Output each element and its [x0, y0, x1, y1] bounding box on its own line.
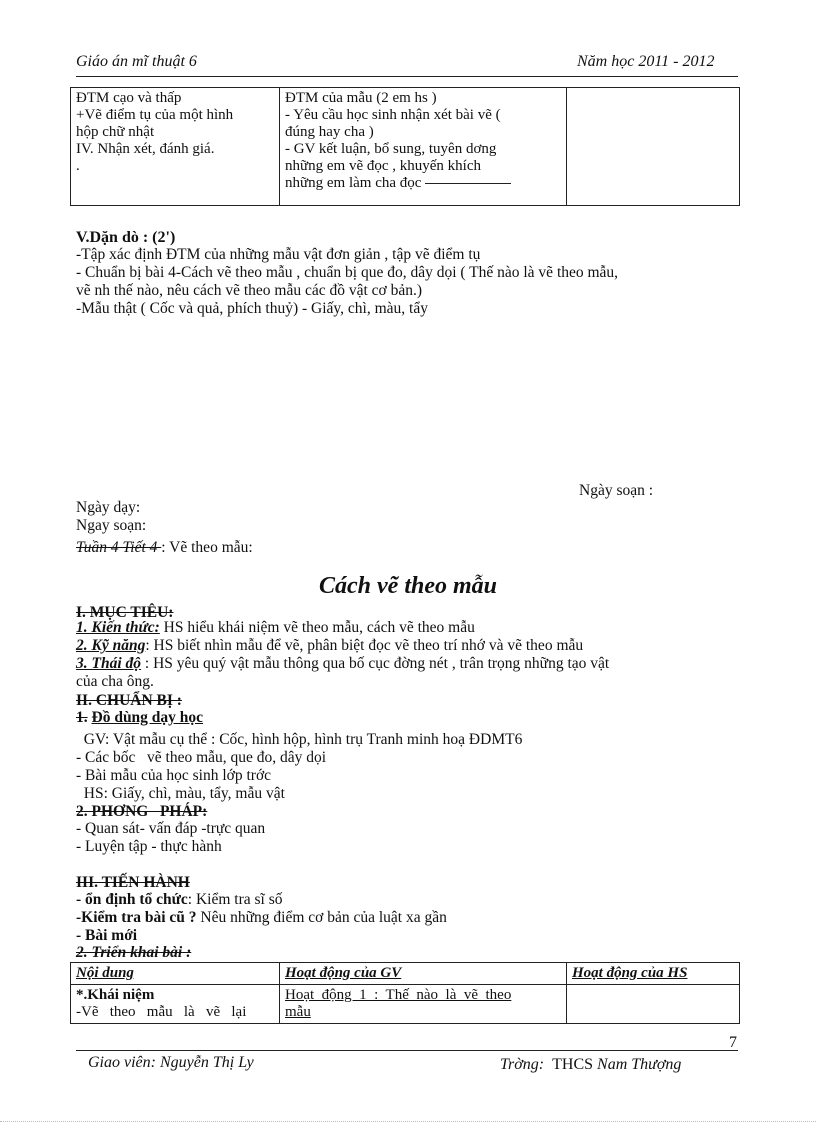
on-dinh-text: : Kiểm tra sĩ số	[187, 891, 283, 908]
ky-nang-label: 2. Kỹ năng	[76, 637, 146, 654]
ngay-soan-right: Ngày soạn :	[579, 482, 654, 499]
school-place: Nam Thượng	[597, 1056, 682, 1073]
kiem-tra-label: -Kiểm tra bài cũ ?	[76, 909, 197, 926]
phuong-phap-line: - Quan sát- vấn đáp -trực quan	[76, 820, 266, 837]
ngay-day: Ngày dạy:	[76, 499, 141, 516]
on-dinh	[76, 891, 283, 909]
tuan-rest: : Vẽ theo mẫu:	[161, 539, 253, 556]
cell-line: đúng hay cha )	[285, 124, 374, 140]
on-dinh-label: - ổn định tổ chức	[76, 891, 188, 908]
ky-nang-text: : HS biết nhìn mẫu để vẽ, phân biệt đọc vẽ theo trí nhớ và vẽ theo mẫu	[145, 637, 584, 654]
cell-line: - Yêu cầu học sinh nhận xét bài vẽ (	[285, 107, 501, 123]
kien-thuc	[76, 619, 475, 637]
blank-line	[425, 183, 511, 184]
footer-teacher	[88, 1054, 254, 1072]
ky-nang	[76, 637, 583, 655]
muc-tieu-heading: I. MỤC TIÊU:	[76, 604, 174, 621]
school-label: Trờng:	[500, 1056, 545, 1073]
top-table-col3	[567, 88, 740, 206]
chuan-bi-line: GV: Vật mẫu cụ thể : Cốc, hình hộp, hình trụ Tranh minh hoạ ĐDMT6	[76, 731, 523, 748]
header-school-year: Năm học 2011 - 2012	[577, 53, 715, 70]
chuan-bi-line: HS: Giấy, chì, màu, tẩy, mẫu vật	[76, 785, 285, 802]
teacher-label: Giao viên	[88, 1054, 151, 1071]
ngay-soan: Ngay soạn:	[76, 517, 147, 534]
khai-niem-text: -Vẽ theo mẫu là vẽ lại	[76, 1004, 247, 1020]
cell-line: .	[76, 158, 80, 174]
dan-do-line: -Mẫu thật ( Cốc và quả, phích thuỷ) - Giấy, chì, màu, tẩy	[76, 300, 428, 317]
header-rule	[76, 76, 738, 77]
header-subject: Giáo án mĩ thuật 6	[76, 53, 197, 70]
dan-do-heading: V.Dặn dò : (2')	[76, 229, 176, 246]
cell-line-text: những em làm cha đọc	[285, 175, 422, 191]
chuan-bi-line: - Bài mẫu của học sinh lớp trớc	[76, 767, 272, 784]
chuan-bi-heading: II. CHUẨN BỊ :	[76, 692, 182, 709]
tuan-label: Tuần 4 Tiết 4	[76, 539, 162, 556]
table-cell-hs	[567, 985, 740, 1024]
cell-line	[285, 175, 561, 192]
thai-do-cont: của cha ông.	[76, 673, 154, 690]
cell-line: những em vẽ đọc , khuyến khích	[285, 158, 482, 174]
thai-do-label: 3. Thái độ	[76, 655, 142, 672]
footer-school	[500, 1056, 681, 1074]
hoat-dong-1-cont: mẫu	[285, 1004, 311, 1020]
chuan-bi-sub-num: 1.	[76, 709, 88, 726]
dan-do-line: -Tập xác định ĐTM của những mẫu vật đơn giản , tập vẽ điểm tụ	[76, 246, 481, 263]
phuong-phap-heading: 2. PHƠNG PHÁP:	[76, 803, 208, 820]
top-table-col2	[280, 88, 567, 206]
bottom-table	[70, 962, 740, 1024]
page-title: Cách vẽ theo mẫu	[319, 573, 497, 599]
cell-line: +Vẽ điểm tụ của một hình	[76, 107, 234, 123]
thai-do-text: : HS yêu quý vật mẫu thông qua bố cục đờng nét , trân trọng những tạo vật	[141, 655, 610, 672]
teacher-name: : Nguyễn Thị Ly	[150, 1054, 254, 1071]
cell-line: ĐTM của mẫu (2 em hs )	[285, 90, 437, 106]
table-header-gv: Hoạt động của GV	[280, 963, 567, 985]
tuan-tiet	[76, 539, 253, 557]
bai-moi: - Bài mới	[76, 927, 138, 944]
table-header-noi-dung: Nội dung	[71, 963, 280, 985]
table-cell-noi-dung	[71, 985, 280, 1024]
trien-khai: 2. Triển khai bài :	[76, 944, 192, 961]
chuan-bi-sub	[76, 709, 203, 727]
footer-rule	[76, 1050, 738, 1051]
top-table	[70, 87, 740, 206]
table-cell-gv	[280, 985, 567, 1024]
page-number: 7	[729, 1034, 737, 1051]
table-header-hs: Hoạt động của HS	[567, 963, 740, 985]
kiem-tra-text: Nêu những điểm cơ bản của luật xa gần	[196, 909, 447, 926]
kiem-tra	[76, 909, 447, 927]
chuan-bi-line: - Các bốc vẽ theo mẫu, que đo, dây dọi	[76, 749, 327, 766]
cell-line: - GV kết luận, bổ sung, tuyên dơng	[285, 141, 497, 157]
thai-do	[76, 655, 609, 673]
kien-thuc-text: HS hiểu khái niệm vẽ theo mẫu, cách vẽ theo mẫu	[159, 619, 475, 636]
chuan-bi-sub-label: Đồ dùng dạy học	[91, 709, 204, 726]
khai-niem: *.Khái niệm	[76, 987, 155, 1003]
dan-do-line: vẽ nh thế nào, nêu cách vẽ theo mẫu các đồ vật cơ bản.)	[76, 282, 423, 299]
school-name: THCS	[552, 1056, 594, 1073]
top-table-col1	[71, 88, 280, 206]
page-edge	[0, 1121, 816, 1122]
dan-do-line: - Chuẩn bị bài 4-Cách vẽ theo mẫu , chuẩn bị que đo, dây dọi ( Thế nào là vẽ theo mẫu,	[76, 264, 619, 281]
phuong-phap-line: - Luyện tập - thực hành	[76, 838, 222, 855]
cell-line: hộp chữ nhật	[76, 124, 155, 140]
cell-line: IV. Nhận xét, đánh giá.	[76, 141, 215, 157]
cell-line: ĐTM cạo và thấp	[76, 90, 182, 106]
hoat-dong-1: Hoạt động 1 : Thế nào là vẽ theo	[285, 987, 512, 1003]
kien-thuc-label: 1. Kiến thức:	[76, 619, 160, 636]
tien-hanh-heading: III. TIẾN HÀNH	[76, 874, 190, 891]
